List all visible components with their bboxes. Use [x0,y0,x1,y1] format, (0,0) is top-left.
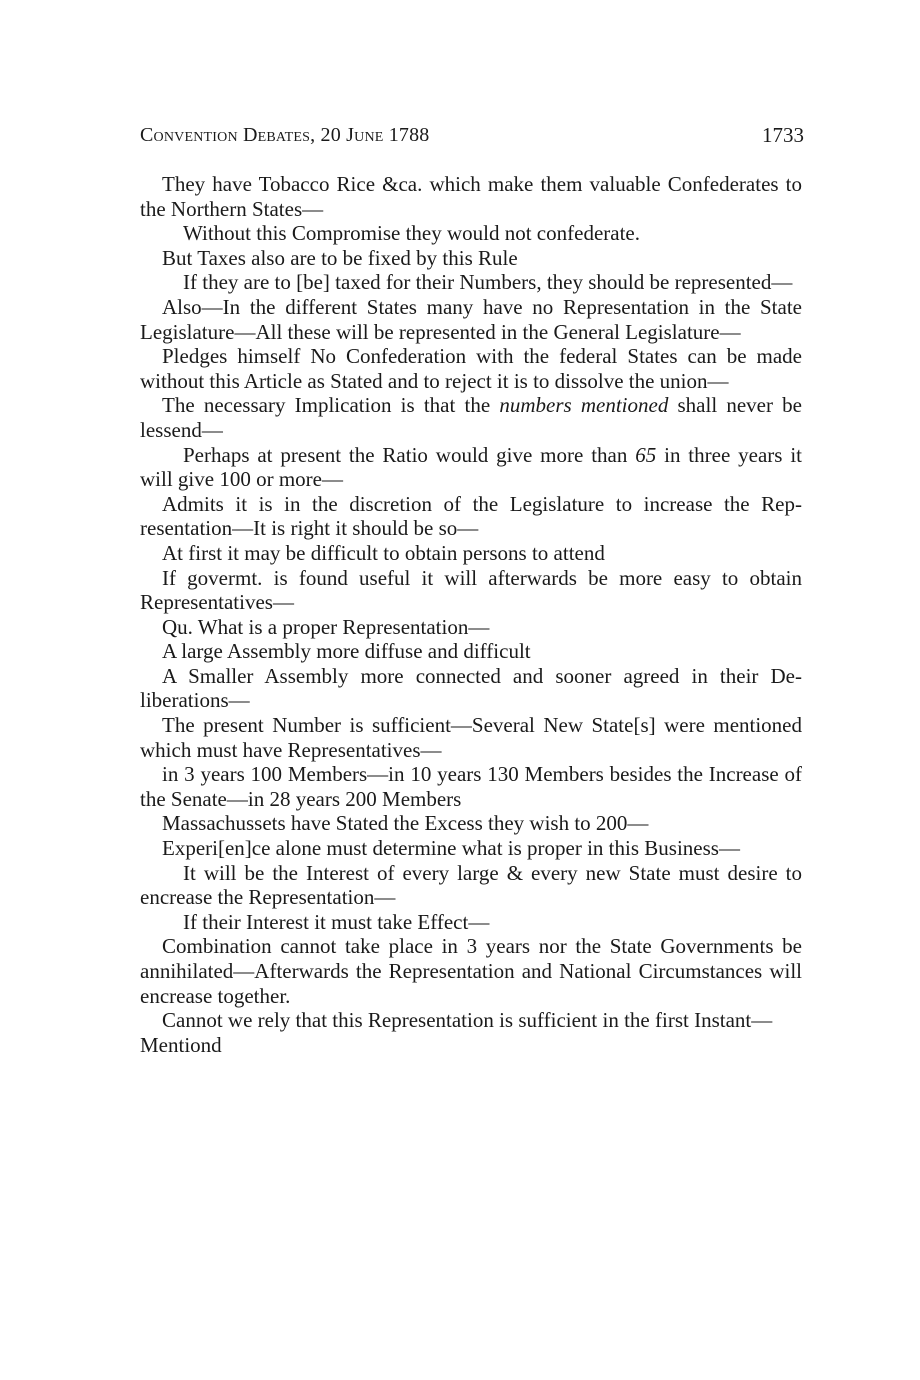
paragraph [140,1033,802,1058]
paragraph [140,1008,802,1033]
paragraph [140,492,802,541]
paragraph [140,639,802,664]
text-run: It will be the Interest of every large & every new State must desire to encrease the Representation— [140,860,802,910]
text-run: The present Number is sufficient—Several New State[s] were mentioned which must have Representatives— [140,713,802,762]
running-head [140,120,804,150]
text-run: A large Assembly more diffuse and difficult [162,639,531,664]
paragraph [140,910,802,935]
text-run: Cannot we rely that this Representation is sufficient in the first Instant— [162,1008,773,1033]
text-run: If they are to [be] taxed for their Numbers, they should be represented— [183,270,793,295]
paragraph [140,172,802,221]
text-run: Qu. What is a proper Representation— [162,614,490,639]
paragraph [140,934,802,1008]
text-run: Mentiond [140,1032,222,1057]
paragraph [140,713,802,762]
paragraph [140,566,802,615]
page-number: 1733 [762,123,804,147]
text-run: They have Tobacco Rice &ca. which make them valuable Confederates to the Northern States— [140,172,802,221]
text-run: Massachussets have Stated the Excess they wish to 200— [162,811,649,836]
text-run: If their Interest it must take Effect— [183,909,490,934]
paragraph [140,270,802,295]
text-run: Also—In the different States many have no Representation in the State Legislature—All these will be represented in the General Legislature— [140,294,802,344]
text-run: Admits it is in the discretion of the Legislature to increase the Representation—It is right it should be so— [140,491,802,541]
text-run: Pledges himself No Confederation with the federal States can be made without this Article as Stated and to reject it is to dissolve the union— [140,344,802,393]
paragraph [140,664,802,713]
paragraph [140,811,802,836]
text-run: At first it may be difficult to obtain persons to attend [162,540,605,565]
italic-phrase: 65 [635,442,657,467]
text-run: Perhaps at present the Ratio would give more than [183,442,636,467]
italic-phrase: numbers mentioned [499,393,669,418]
body-text [140,172,802,1057]
paragraph [140,443,802,492]
paragraph [140,393,802,442]
text-run: Combination cannot take place in 3 years nor the State Governments be annihilated—Afterwards the Representation and National Circumstances will encrease together. [140,934,802,1008]
paragraph [140,861,802,910]
paragraph [140,541,802,566]
text-run: The necessary Implication is that the [162,393,500,418]
text-run: shall never be lessend— [140,393,802,442]
text-run: in three years it will give 100 or more— [140,442,802,492]
paragraph [140,836,802,861]
paragraph [140,344,802,393]
paragraph [140,295,802,344]
text-run: A Smaller Assembly more connected and sooner agreed in their Deliberations— [140,663,802,713]
text-run: in 3 years 100 Members—in 10 years 130 Members besides the Increase of the Senate—in 28 years 200 Members [140,762,802,811]
paragraph [140,615,802,640]
paragraph [140,221,802,246]
text-run: Without this Compromise they would not confederate. [183,221,640,246]
text-run: But Taxes also are to be fixed by this Rule [162,245,518,270]
paragraph [140,246,802,271]
running-head-title: Convention Debates, 20 June 1788 [140,124,430,146]
text-run: If govermt. is found useful it will afterwards be more easy to obtain Representatives— [140,565,802,615]
text-run: Experi[en]ce alone must determine what is proper in this Business— [162,836,740,861]
paragraph [140,762,802,811]
